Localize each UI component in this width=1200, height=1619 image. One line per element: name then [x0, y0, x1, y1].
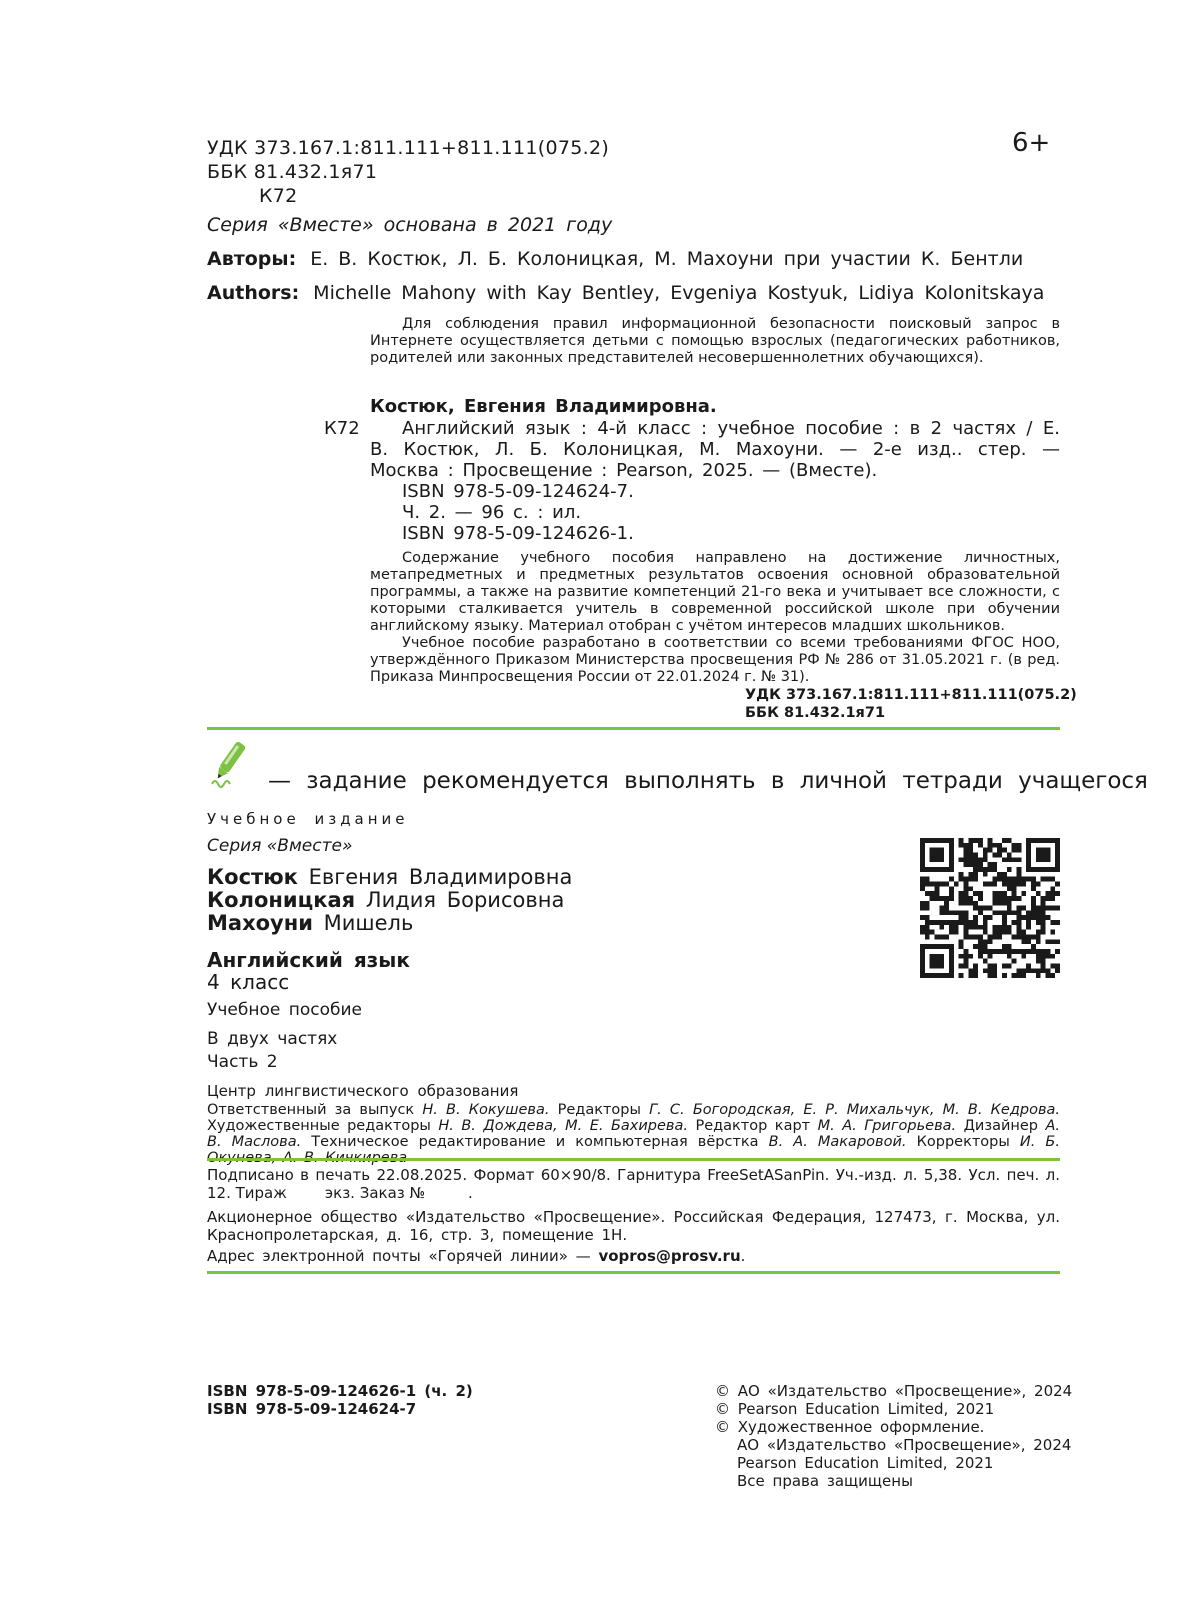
part-number: Часть 2	[207, 1052, 278, 1072]
divider	[207, 1271, 1060, 1274]
parts-info	[207, 1028, 337, 1074]
copyright-line: АО «Издательство «Просвещение», 2024	[737, 1436, 1072, 1454]
card-part: Ч. 2. — 96 с. : ил.	[402, 502, 582, 523]
copyright-line: Pearson Education Limited, 2021	[737, 1454, 994, 1472]
card-bbk: ББК 81.432.1я71	[745, 705, 886, 721]
authors-en-label: Authors:	[207, 282, 300, 304]
print-info: Подписано в печать 22.08.2025. Формат 60×90/8. Гарнитура FreeSetASanPin. Уч.-изд. л. 5,38. Усл. печ. л. 12. Тираж экз. Заказ № .	[207, 1166, 1065, 1202]
copyright-block	[715, 1382, 1072, 1490]
author-name: Колоницкая Лидия Борисовна	[207, 888, 565, 912]
annotation-1: Содержание учебного пособия направлено на достижение личностных, метапредметных и предметных результатов освоения основной образовательной программы, а также на развитие компетенций 21-го века и учитывает все сложности, с которыми сталкивается учитель в современной российской школе при обучении английскому языку. Материал отобран с учётом интересов младших школьников.	[370, 550, 1060, 634]
subject-title: Английский язык	[207, 948, 410, 972]
card-isbn-part: ISBN 978-5-09-124626-1.	[402, 523, 634, 544]
authors-en-names: Michelle Mahony with Kay Bentley, Evgeniya Kostyuk, Lidiya Kolonitskaya	[313, 282, 1045, 304]
isbn-set: ISBN 978-5-09-124624-7	[207, 1400, 417, 1418]
series-note: Серия «Вместе» основана в 2021 году	[207, 214, 613, 236]
authors-ru-names: Е. В. Костюк, Л. Б. Колоницкая, М. Махоуни при участии К. Бентли	[310, 248, 1024, 270]
notebook-note: — задание рекомендуется выполнять в личной тетради учащегося	[268, 768, 1148, 794]
card-annotation	[370, 550, 1060, 686]
divider	[207, 727, 1060, 730]
qr-code[interactable]	[920, 838, 1060, 978]
card-description: Английский язык : 4-й класс : учебное пособие : в 2 частях / Е. В. Костюк, Л. Б. Колоницкая, М. Махоуни. — 2-е изд.. стер. — Москва : Просвещение : Pearson, 2025. — (Вместе).	[370, 418, 1060, 481]
bbk-code: ББК 81.432.1я71	[207, 161, 378, 183]
card-udk: УДК 373.167.1:811.111+811.111(075.2)	[745, 687, 1077, 703]
annotation-2: Учебное пособие разработано в соответствии со всеми требованиями ФГОС НОО, утверждённого Приказом Министерства просвещения РФ № 286 от 31.05.2021 г. (в ред. Приказа Минпросвещения России от 22.01.2024 г. № 31).	[370, 635, 1060, 685]
isbn-footer	[207, 1382, 473, 1418]
card-body	[370, 418, 1060, 544]
copyright-line: © АО «Издательство «Просвещение», 2024	[715, 1382, 1073, 1400]
card-code: К72	[324, 418, 360, 439]
copyright-line: © Pearson Education Limited, 2021	[715, 1400, 995, 1418]
parts-count: В двух частях	[207, 1029, 338, 1049]
email-link[interactable]: vopros@prosv.ru	[598, 1247, 741, 1265]
center-name: Центр лингвистического образования	[207, 1082, 519, 1100]
authors-en	[207, 282, 1044, 304]
copyright-line: © Художественное оформление.	[715, 1418, 985, 1436]
rights-reserved: Все права защищены	[737, 1472, 913, 1490]
pen-notebook-icon	[210, 738, 252, 790]
card-author: Костюк, Евгения Владимировна.	[370, 396, 717, 417]
age-rating: 6+	[1012, 128, 1051, 158]
book-type: Учебное пособие	[207, 1000, 362, 1020]
isbn-part: ISBN 978-5-09-124626-1 (ч. 2)	[207, 1382, 473, 1400]
authors-ru	[207, 248, 1023, 270]
series-name: Серия «Вместе»	[207, 836, 353, 856]
safety-notice: Для соблюдения правил информационной безопасности поисковый запрос в Интернете осуществляется детьми с помощью взрослых (педагогических работников, родителей или законных представителей несовершеннолетних обучающихся).	[370, 316, 1060, 366]
hotline-email: Адрес электронной почты «Горячей линии» — vopros@prosv.ru.	[207, 1247, 746, 1265]
publisher-info: Акционерное общество «Издательство «Просвещение». Российская Федерация, 127473, г. Москва, ул. Краснопролетарская, д. 16, стр. 3, помещение 1Н.	[207, 1208, 1060, 1244]
author-name: Костюк Евгения Владимировна	[207, 865, 573, 889]
staff-credits: Ответственный за выпуск Н. В. Кокушева. Редакторы Г. С. Богородская, Е. Р. Михальчук, М. В. Кедрова. Художественные редакторы Н. В. Дождева, М. Е. Бахирева. Редактор карт М. А. Григорьева. Дизайнер А. В. Маслова. Техническое редактирование и компьютерная вёрстка В. А. Макаровой. Корректоры И. Б.	[207, 1102, 1060, 1150]
divider	[207, 1158, 1060, 1161]
card-isbn-full: ISBN 978-5-09-124624-7.	[402, 481, 634, 502]
author-name: Махоуни Мишель	[207, 911, 414, 935]
author-names	[207, 866, 572, 935]
authors-ru-label: Авторы:	[207, 248, 297, 270]
author-mark: К72	[259, 185, 298, 207]
grade: 4 класс	[207, 970, 290, 994]
card-classification	[745, 686, 1077, 722]
udk-block	[207, 136, 609, 208]
edition-type: Учебное издание	[207, 810, 409, 828]
udk-code: УДК 373.167.1:811.111+811.111(075.2)	[207, 137, 610, 159]
